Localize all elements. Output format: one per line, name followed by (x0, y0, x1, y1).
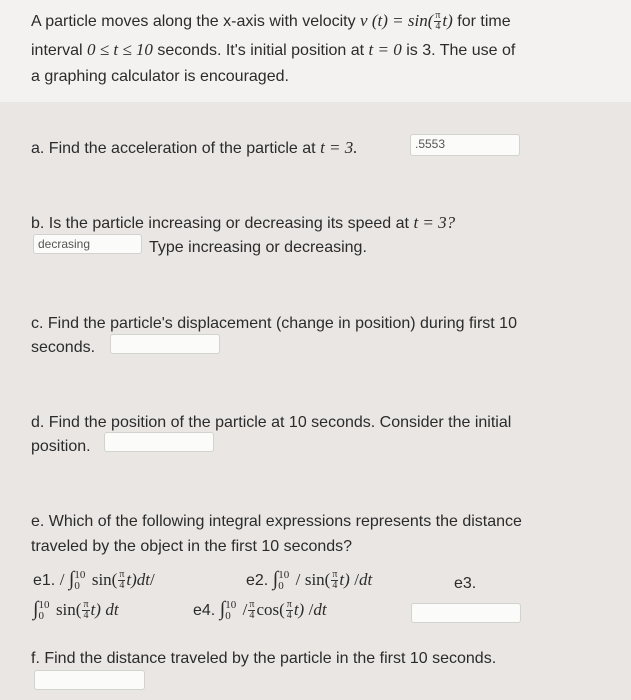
option-e3-label: e3. (454, 575, 477, 592)
option-e1 (33, 568, 155, 592)
question-b-hint: Type increasing or decreasing. (149, 239, 367, 256)
intro-line-3: a graphing calculator is encouraged. (31, 68, 289, 85)
slash: / (354, 570, 359, 589)
answer-d-input[interactable] (104, 432, 214, 452)
interval-expression: 0 ≤ t ≤ 10 (87, 40, 153, 59)
option-e2 (246, 568, 372, 592)
integral-sign: ∫ (272, 568, 279, 590)
cos-func: cos( (256, 600, 285, 619)
question-a-text: a. Find the acceleration of the particle at (31, 140, 316, 157)
intro-text: seconds. It's initial position at (157, 42, 365, 59)
sin-func: sin( (91, 570, 118, 589)
slash: / (59, 570, 65, 589)
slash: / (295, 570, 301, 589)
t-close: t) (90, 600, 101, 619)
answer-b-input[interactable]: decrasing (33, 234, 142, 254)
pi-over-4: $\frac{\pi}{4}$ (249, 599, 255, 622)
t-close: t) (339, 570, 350, 589)
intro-text: A particle moves along the x-axis with velocity (31, 13, 356, 30)
intro-line-2 (31, 38, 515, 62)
answer-f-input[interactable] (34, 670, 145, 690)
pi-over-4: $\frac{\pi}{4}$ (286, 599, 292, 622)
integral-limits: 10 0 (225, 598, 237, 622)
answer-e-input[interactable] (411, 603, 521, 623)
integral-sign: ∫ (219, 598, 226, 620)
option-e1-label: e1. (33, 572, 56, 589)
answer-a-input[interactable]: .5553 (410, 134, 520, 156)
question-a-t: t = 3. (320, 138, 358, 157)
question-d-line-2: position. (31, 438, 91, 455)
t-close: t) (293, 600, 305, 619)
integral-sign: ∫ (33, 598, 39, 620)
question-c-line-2: seconds. (31, 339, 96, 356)
question-e-line-2: traveled by the object in the first 10 seconds? (31, 538, 353, 555)
intro-text: is 3. The use of (406, 42, 516, 59)
t-zero-expression: t = 0 (368, 40, 402, 59)
sin-func: sin( (55, 600, 82, 619)
answer-c-input[interactable] (110, 334, 220, 354)
option-e2-label: e2. (246, 572, 269, 589)
question-b-t: t = 3? (413, 213, 456, 232)
question-f: f. Find the distance traveled by the particle in the first 10 seconds. (31, 650, 497, 667)
intro-text: interval (31, 42, 83, 59)
option-e4-label: e4. (193, 602, 216, 619)
slash: / (308, 600, 314, 619)
velocity-close: t) (442, 11, 453, 30)
intro-line-1 (31, 9, 511, 33)
question-a (31, 136, 358, 160)
velocity-expression: v (t) = sin( (360, 11, 434, 30)
option-e4 (193, 598, 327, 622)
intro-text-b: for time (457, 13, 511, 30)
dt: dt (358, 570, 373, 589)
sin-func: sin( (304, 570, 331, 589)
slash: / (150, 570, 155, 589)
integral-limits: 10 0 (74, 568, 86, 592)
pi-over-4: $\frac{\pi}{4}$ (83, 599, 89, 622)
question-b-text: b. Is the particle increasing or decreasing its speed at (31, 215, 409, 232)
slash: / (242, 600, 248, 619)
integral-sign: ∫ (68, 568, 75, 590)
question-b (31, 211, 455, 235)
question-e-line-1: e. Which of the following integral expressions represents the distance (31, 513, 522, 530)
question-d-line-1: d. Find the position of the particle at 10 seconds. Consider the initial (31, 414, 512, 431)
dt: dt (136, 570, 151, 589)
pi-over-4: $\frac{\pi}{4}$ (119, 569, 125, 592)
integral-limits: 10 0 (278, 568, 290, 592)
t-close: t) (126, 570, 137, 589)
pi-over-4: $\frac{\pi}{4}$ (435, 10, 441, 33)
dt: dt (313, 600, 327, 619)
question-c-line-1: c. Find the particle's displacement (change in position) during first 10 (31, 315, 517, 332)
pi-over-4: $\frac{\pi}{4}$ (332, 569, 338, 592)
integral-limits: 10 0 (38, 598, 50, 622)
dt: dt (105, 600, 119, 619)
option-e3 (33, 598, 119, 622)
